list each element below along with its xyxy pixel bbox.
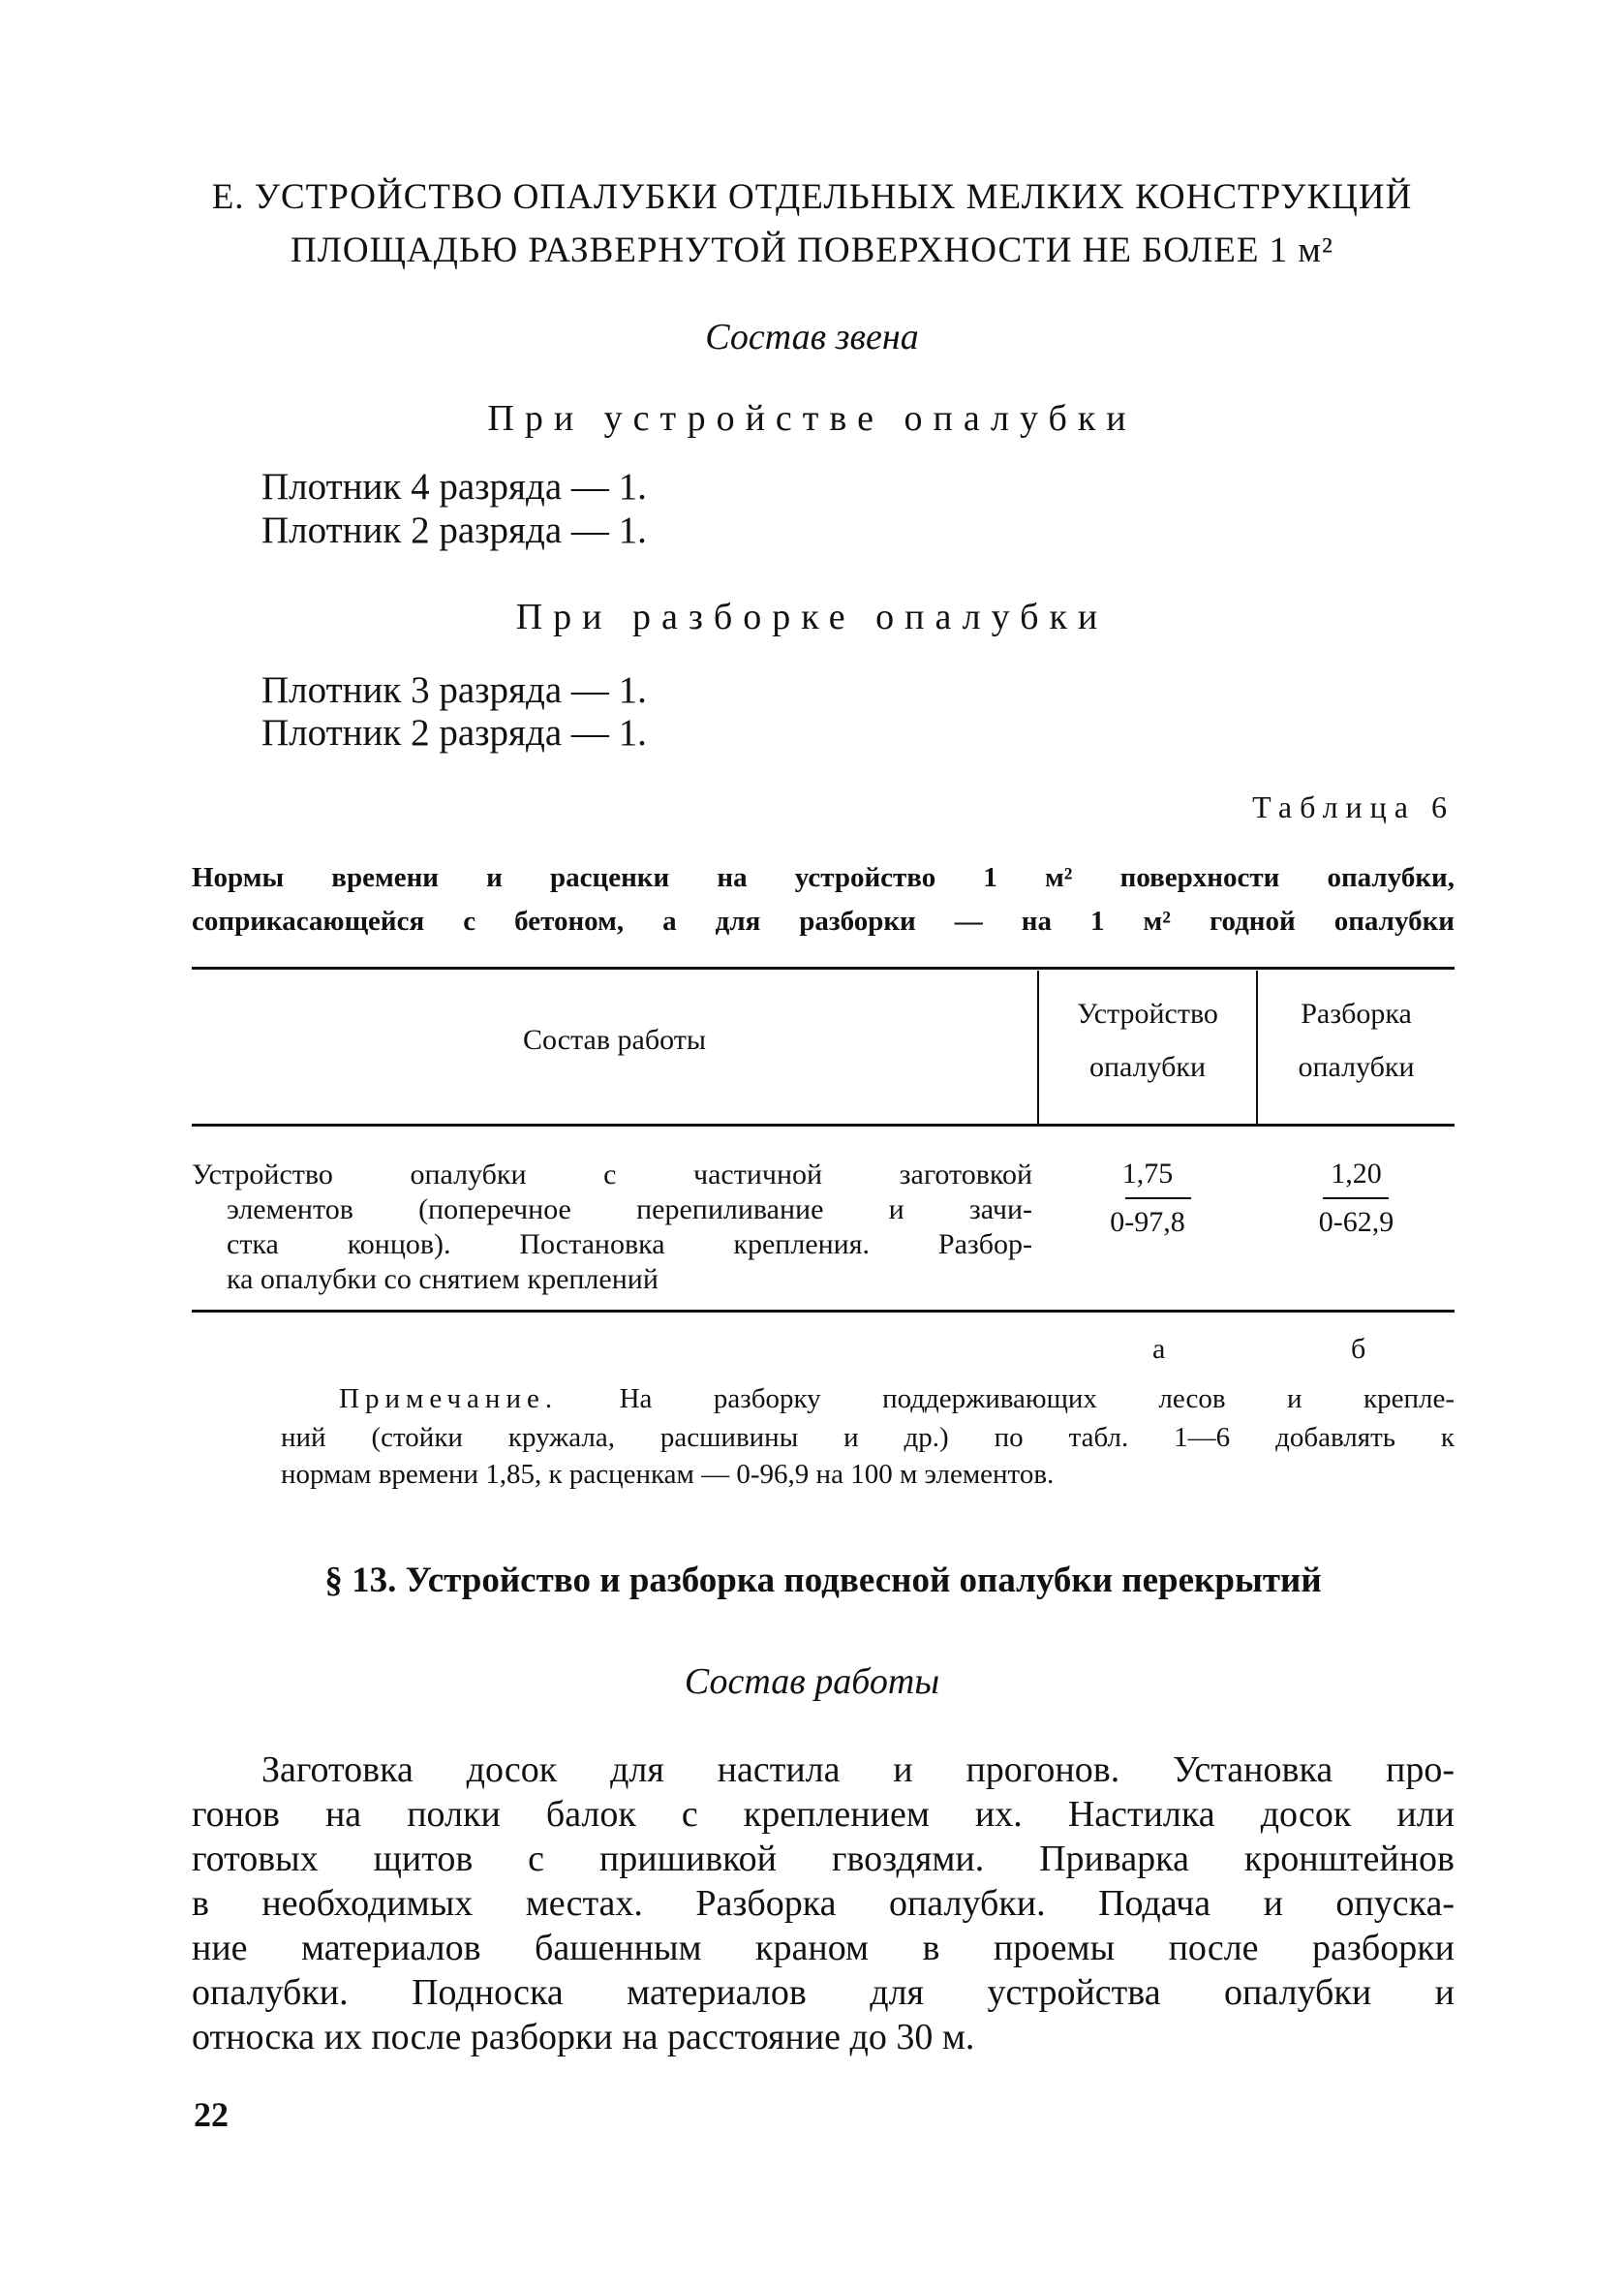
table-caption-line-2: соприкасающейся с бетоном, а для разборки — на 1 м² годной опалубки bbox=[192, 906, 1455, 937]
fraction-bar bbox=[1125, 1197, 1191, 1199]
header-dismantle: Разборка bbox=[1301, 998, 1412, 1030]
dismantle-crew-item: Плотник 2 разряда — 1. bbox=[261, 712, 647, 754]
work-line: Устройство опалубки с частичной заготовкой bbox=[192, 1159, 1032, 1190]
header-install: опалубки bbox=[1088, 1051, 1207, 1083]
table-bottom-rule bbox=[192, 1310, 1455, 1313]
paragraph-line: опалубки. Подноска материалов для устройства опалубки и bbox=[192, 1972, 1455, 2013]
column-letter: а bbox=[1152, 1333, 1166, 1365]
note-line: нормам времени 1,85, к расценкам — 0-96,9 на 100 м элементов. bbox=[281, 1459, 1055, 1490]
header-work: Состав работы bbox=[523, 1024, 706, 1056]
paragraph-line: в необходимых местах. Разборка опалубки. Подача и опуска- bbox=[192, 1883, 1455, 1924]
paragraph-line: Заготовка досок для настила и прогонов. Установка про- bbox=[261, 1749, 1455, 1790]
crew-title: Состав звена bbox=[705, 317, 919, 357]
section-13-heading: § 13. Устройство и разборка подвесной опалубки перекрытий bbox=[324, 1561, 1322, 1600]
dismantle-rate: 0-62,9 bbox=[1318, 1206, 1394, 1238]
column-divider bbox=[1037, 971, 1039, 1124]
header-dismantle: опалубки bbox=[1298, 1051, 1415, 1083]
table-caption-line-1: Нормы времени и расценки на устройство 1 м² поверхности опалубки, bbox=[192, 862, 1455, 893]
paragraph-line: гонов на полки балок с креплением их. Настилка досок или bbox=[192, 1794, 1455, 1835]
heading-line-2: ПЛОЩАДЬЮ РАЗВЕРНУТОЙ ПОВЕРХНОСТИ НЕ БОЛЕЕ 1 м² bbox=[291, 231, 1333, 270]
note-line: На разборку поддерживающих лесов и крепле- bbox=[619, 1383, 1455, 1414]
install-crew-item: Плотник 4 разряда — 1. bbox=[261, 466, 647, 508]
install-title: При устройстве опалубки bbox=[487, 398, 1137, 439]
work-line: стка концов). Постановка крепления. Разбор- bbox=[227, 1228, 1032, 1260]
install-norm: 1,75 bbox=[1121, 1158, 1174, 1190]
column-letter: б bbox=[1351, 1333, 1366, 1365]
paragraph-line: ние материалов башенным краном в проемы после разборки bbox=[192, 1928, 1455, 1968]
section-13-subtitle: Состав работы bbox=[684, 1661, 940, 1702]
table-label: Таблица 6 bbox=[1252, 789, 1455, 824]
fraction-bar bbox=[1323, 1197, 1389, 1199]
column-divider bbox=[1256, 971, 1258, 1124]
note-line: ний (стойки кружала, расшивины и др.) по табл. 1—6 добавлять к bbox=[281, 1422, 1455, 1453]
dismantle-norm: 1,20 bbox=[1331, 1158, 1382, 1190]
paragraph-line: относка их после разборки на расстояние до 30 м. bbox=[192, 2017, 975, 2057]
paragraph-line: готовых щитов с пришивкой гвоздями. Приварка кронштейнов bbox=[192, 1839, 1455, 1879]
header-rule bbox=[192, 1124, 1455, 1127]
dismantle-title: При разборке опалубки bbox=[515, 597, 1109, 637]
install-rate: 0-97,8 bbox=[1110, 1206, 1185, 1238]
note-label: Примечание. bbox=[339, 1383, 559, 1414]
table-top-rule bbox=[192, 967, 1455, 970]
install-crew-item: Плотник 2 разряда — 1. bbox=[261, 510, 647, 551]
page-number: 22 bbox=[194, 2095, 229, 2134]
dismantle-crew-item: Плотник 3 разряда — 1. bbox=[261, 669, 647, 711]
heading-line-1: Е. УСТРОЙСТВО ОПАЛУБКИ ОТДЕЛЬНЫХ МЕЛКИХ КОНСТРУКЦИЙ bbox=[211, 177, 1413, 217]
work-line: элементов (поперечное перепиливание и зачи- bbox=[227, 1193, 1032, 1225]
header-install: Устройство bbox=[1077, 998, 1218, 1030]
work-line: ка опалубки со снятием креплений bbox=[227, 1263, 659, 1295]
